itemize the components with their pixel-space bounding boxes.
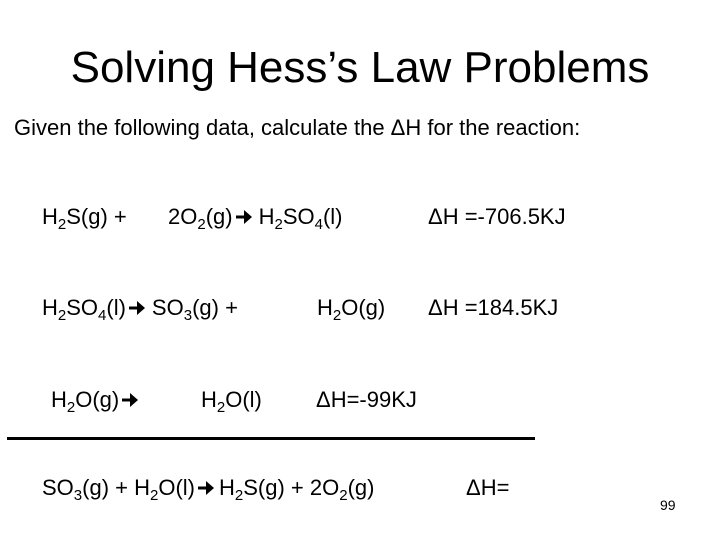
page-number: 99 (660, 497, 676, 513)
target-reaction: $SO_3(g) + H_2O(l) H_2S(g) + 2O_2(g)$ (42, 475, 375, 504)
reaction-3-product: $H_2O(l)$ (201, 387, 262, 416)
slide-title: Solving Hess’s Law Problems (70, 43, 650, 92)
target-enthalpy: ΔH= (466, 475, 510, 500)
slide-subtitle: Given the following data, calculate the ΔH for the reaction: (14, 115, 581, 140)
reaction-1-reactant-h2s: $H_2S(g)$ + (42, 204, 127, 233)
reaction-2-product-h2o: $H_2O(g)$ (317, 295, 386, 324)
reaction-3-enthalpy: ΔH=-99KJ (316, 387, 417, 412)
reaction-2-reactant: $H_2SO_4(l) SO_3(g)$ + (42, 295, 238, 324)
arrow-icon (121, 392, 139, 408)
reaction-1-enthalpy: ΔH =-706.5KJ (428, 204, 566, 229)
arrow-icon (128, 300, 146, 316)
arrow-icon (235, 209, 253, 225)
divider-line (7, 437, 535, 440)
arrow-icon (197, 480, 215, 496)
reaction-1-reactant-o2: $2O_2(g)$ $H_2SO_4(l)$ (168, 204, 343, 233)
reaction-3-reactant: $H_2O(g)$ (51, 386, 141, 414)
reaction-2-enthalpy: ΔH =184.5KJ (428, 295, 559, 320)
